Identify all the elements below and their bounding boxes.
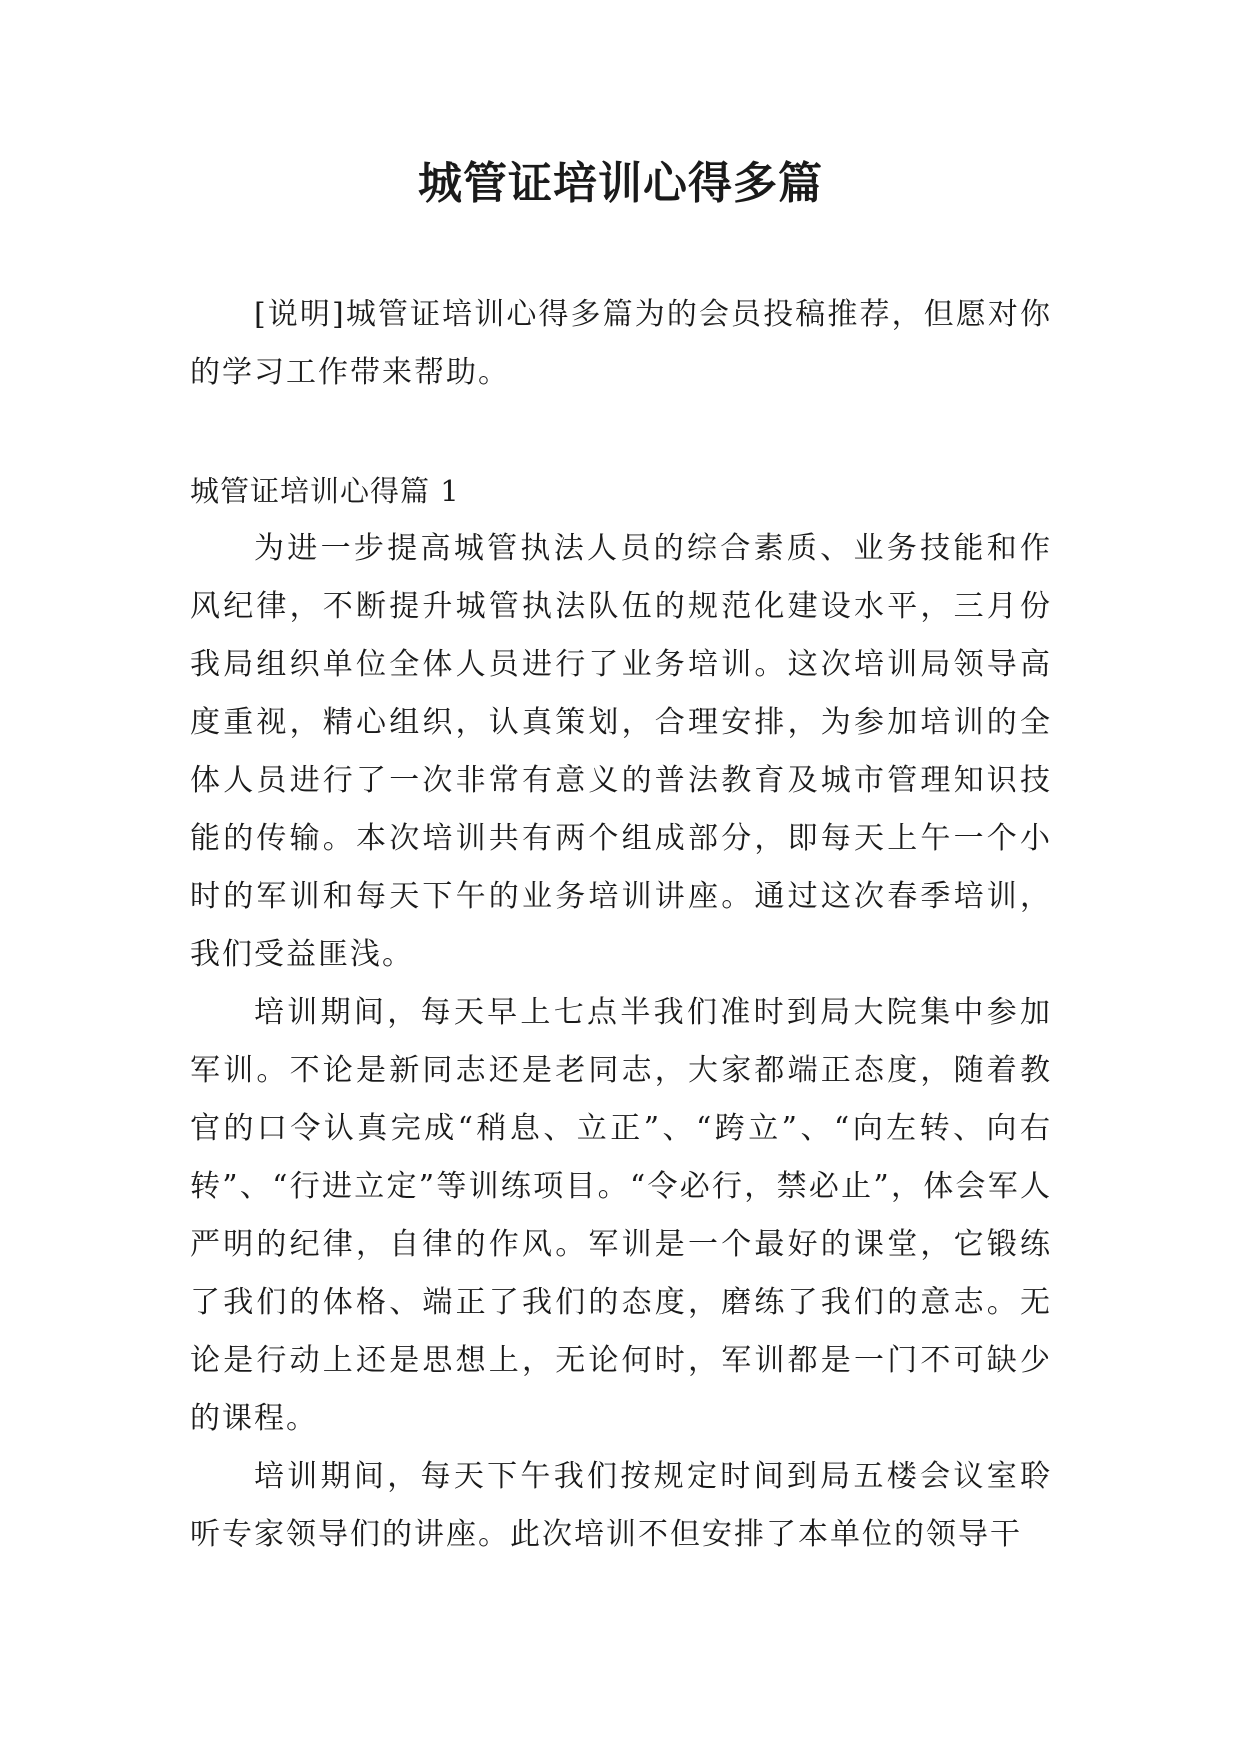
body-paragraph: 培训期间，每天下午我们按规定时间到局五楼会议室聆听专家领导们的讲座。此次培训不但安排了本单位的领导干 (190, 1459, 1052, 1552)
body-paragraph: 为进一步提高城管执法人员的综合素质、业务技能和作风纪律，不断提升城管执法队伍的规范化建设水平，三月份我局组织单位全体人员进行了业务培训。这次培训局领导高度重视，精心组织，认真策划，合理安排，为参加培训的全体人员进行了一次非常有意义的普法教育及城市管理知识技能的传输。本次培训共有两个组成部分，即每天上午一个小时的军训和每天下午的业务培训讲座。通过这次春季培训，我们受益匪浅。 (190, 531, 1052, 972)
body-paragraph: 培训期间，每天早上七点半我们准时到局大院集中参加军训。不论是新同志还是老同志，大家都端正态度，随着教官的口令认真完成“稍息、立正”、“跨立”、“向左转、向右转”、“行进立定”等训练项目。“令必行，禁必止”，体会军人严明的纪律，自律的作风。军训是一个最好的课堂，它锻练了我们的体格、端正了我们的态度，磨练了我们的意志。无论是行动上还是思想上，无论何时，军训都是一门不可缺少的课程。 (190, 995, 1052, 1436)
section-heading: 城管证培训心得篇 1 (190, 474, 460, 508)
intro-block (190, 286, 1052, 402)
intro-paragraph: [说明]城管证培训心得多篇为的会员投稿推荐，但愿对你的学习工作带来帮助。 (190, 297, 1052, 390)
document-title: 城管证培训心得多篇 (418, 158, 823, 209)
document-body (190, 520, 1052, 1564)
